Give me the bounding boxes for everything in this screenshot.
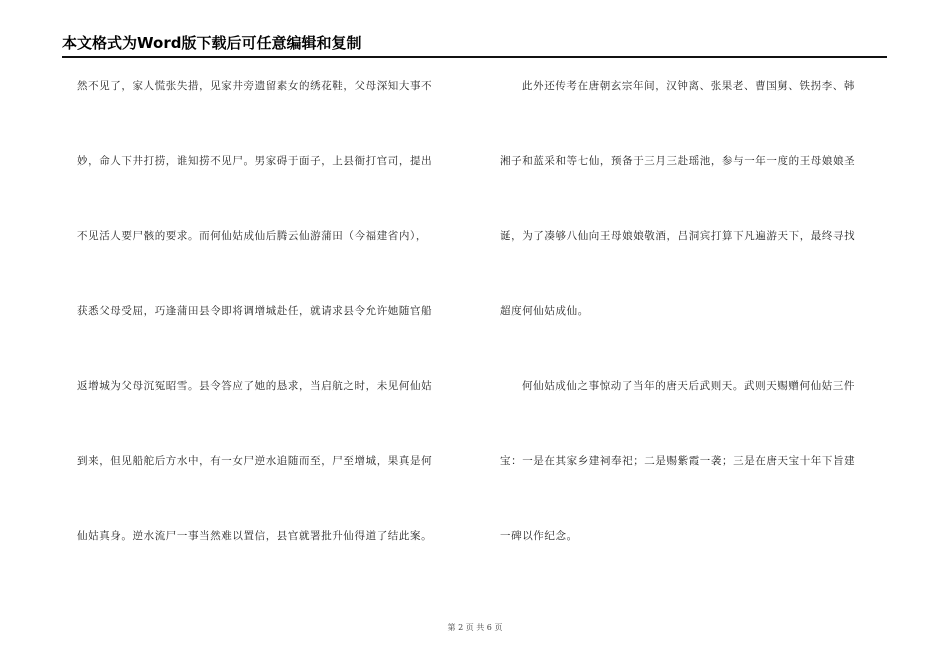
paragraph-line: 超度何仙姑成仙。 xyxy=(500,305,589,317)
paragraph-line: 诞，为了凑够八仙向王母娘娘敬酒，吕洞宾打算下凡遍游天下，最终寻找 xyxy=(500,230,856,242)
paragraph-line: 何仙姑成仙之事惊动了当年的唐天后武则天。武则天赐赠何仙姑三件 xyxy=(522,380,855,392)
paragraph-line: 宝：一是在其家乡建祠奉祀；二是赐紫霞一袭；三是在唐天宝十年下旨建 xyxy=(500,455,856,467)
header-title: 本文格式为Word版下载后可任意编辑和复制 xyxy=(62,34,362,52)
left-text-column xyxy=(77,62,467,587)
paragraph-line: 仙姑真身。逆水流尸一事当然难以置信，县官就署批升仙得道了结此案。 xyxy=(77,530,433,542)
paragraph-line: 不见活人要尸骸的要求。而何仙姑成仙后腾云仙游蒲田（今福建省内）， xyxy=(77,230,427,242)
paragraph-line: 返增城为父母沉冤昭雪。县令答应了她的恳求，当启航之时，未见何仙姑 xyxy=(77,380,433,392)
paragraph-line: 到来，但见船舵后方水中，有一女尸逆水追随而至，尸至增城，果真是何 xyxy=(77,455,433,467)
paragraph-line: 湘子和蓝采和等七仙，预备于三月三赴瑶池，参与一年一度的王母娘娘圣 xyxy=(500,155,856,167)
page-number: 第 2 页 共 6 页 xyxy=(447,623,503,632)
paragraph-line: 获悉父母受屈，巧逢蒲田县令即将调增城赴任，就请求县令允许她随官船 xyxy=(77,305,433,317)
page-header xyxy=(62,34,887,58)
paragraph-line: 一碑以作纪念。 xyxy=(500,530,578,542)
paragraph-line: 然不见了，家人慌张失措，见家井旁遗留素女的绣花鞋，父母深知大事不 xyxy=(77,80,433,92)
paragraph-line: 妙，命人下井打捞，谁知捞不见尸。男家碍于面子，上县衙打官司，提出 xyxy=(77,155,433,167)
paragraph-line: 此外还传考在唐朝玄宗年间，汉钟离、张果老、曹国舅、铁拐李、韩 xyxy=(522,80,855,92)
right-text-column xyxy=(500,62,890,587)
